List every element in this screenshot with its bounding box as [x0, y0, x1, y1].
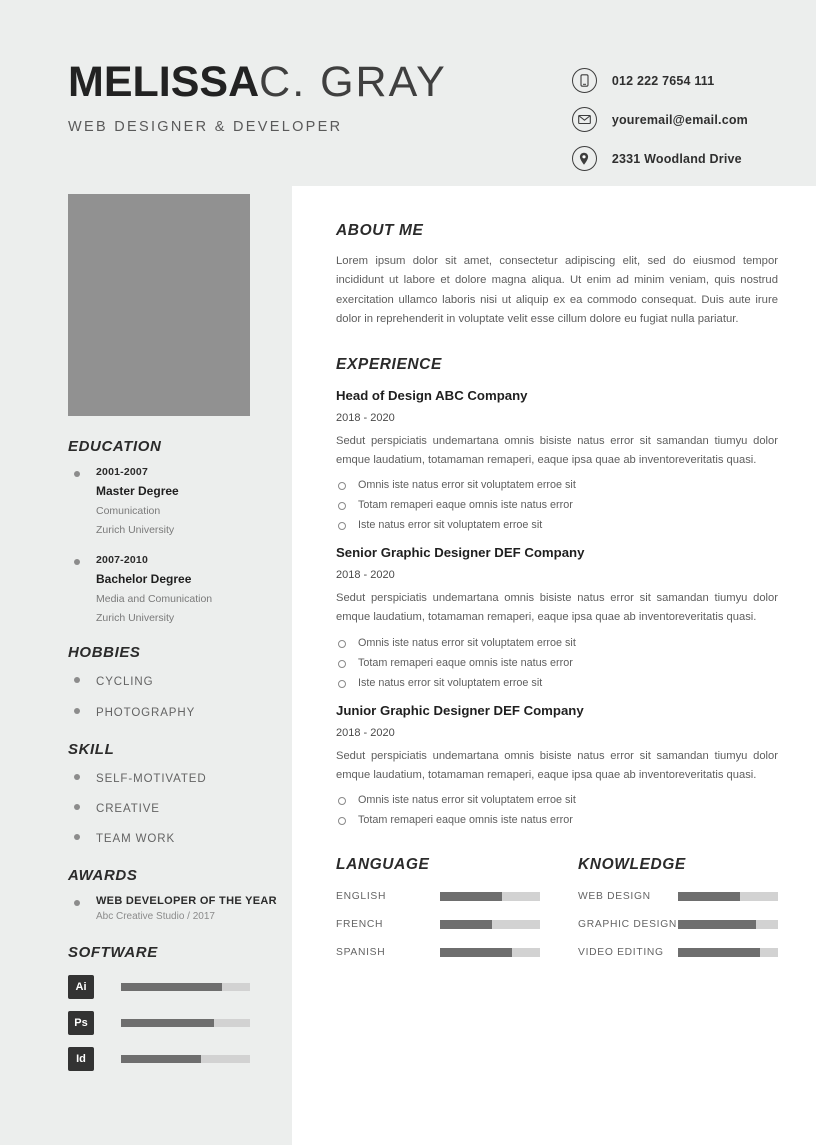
experience-description: Sedut perspiciatis undemartana omnis bisiste natus error sit samandan tiumyu dolor emque laudatium, totamaman remaperi, eaque ipsa quae ab inventoreveritatis quasi.: [336, 434, 778, 466]
skill-label: CREATIVE: [96, 803, 160, 815]
contact-phone: [572, 68, 748, 93]
photoshop-badge-icon: Ps: [68, 1011, 94, 1035]
language-label: FRENCH: [336, 919, 384, 931]
contact-phone-text: 012 222 7654 111: [611, 73, 715, 88]
experience-bullets: [336, 794, 778, 826]
software-progress-fill: [121, 1019, 214, 1027]
list-item: [68, 672, 292, 690]
skill-label: SELF-MOTIVATED: [96, 773, 207, 785]
last-name: C. GRAY: [259, 58, 447, 106]
list-item: Totam remaperi eaque omnis iste natus error: [336, 499, 778, 511]
experience-item: [336, 388, 778, 532]
language-row-spanish: [336, 947, 540, 958]
language-progress-fill: [440, 948, 512, 957]
award-name: WEB DEVELOPER OF THE YEAR: [96, 895, 277, 907]
knowledge-progress-track: [678, 920, 778, 929]
education-degree: Bachelor Degree: [96, 572, 192, 586]
list-item: [68, 895, 292, 922]
knowledge-label: GRAPHIC DESIGN: [578, 919, 678, 931]
knowledge-progress-fill: [678, 948, 760, 957]
contact-list: [572, 54, 748, 171]
name-block: [68, 54, 447, 135]
software-row-ai: [68, 975, 292, 999]
experience-item: [336, 545, 778, 689]
education-degree: Master Degree: [96, 484, 179, 498]
section-title-experience: EXPERIENCE: [336, 355, 442, 373]
language-label: ENGLISH: [336, 891, 387, 903]
list-item: [68, 554, 292, 624]
section-title-language: LANGUAGE: [336, 856, 430, 874]
experience-role: Senior Graphic Designer DEF Company: [336, 545, 585, 561]
page-title: [68, 60, 447, 105]
education-list: [68, 466, 292, 624]
language-progress-track: [440, 892, 540, 901]
section-skill: [68, 741, 292, 847]
language-progress-track: [440, 948, 540, 957]
list-item: [68, 466, 292, 536]
contact-address-text: 2331 Woodland Drive: [611, 151, 742, 166]
contact-email: [572, 107, 748, 132]
experience-description: Sedut perspiciatis undemartana omnis bisiste natus error sit samandan tiumyu dolor emque laudatium, totamaman remaperi, eaque ipsa quae ab inventoreveritatis quasi.: [336, 749, 778, 782]
about-text: Lorem ipsum dolor sit amet, consectetur adipiscing elit, sed do eiusmod tempor incididunt ut labore et dolore magna aliqua. Ut enim ad minim veniam, quis nostrud exercitation ullamco laboris nisi ut aliquip ex ea commodo consequat. Duis aute irure dolor in reprehenderit in voluptate velit esse cillum dolore eu fugiat nulla pariatur.: [336, 255, 778, 326]
indesign-badge-icon: Id: [68, 1047, 94, 1071]
list-item: [68, 703, 292, 721]
list-item: Omnis iste natus error sit voluptatem erroe sit: [336, 794, 778, 806]
experience-bullets: [336, 479, 778, 531]
profile-photo: [68, 194, 250, 416]
education-years: 2007-2010: [96, 554, 149, 566]
list-item: Totam remaperi eaque omnis iste natus error: [336, 814, 778, 826]
first-name: MELISSA: [68, 58, 260, 106]
section-awards: [68, 867, 292, 922]
experience-role: Head of Design ABC Company: [336, 387, 528, 403]
knowledge-label: VIDEO EDITING: [578, 947, 664, 959]
main-content: [292, 186, 816, 1145]
knowledge-progress-fill: [678, 920, 756, 929]
software-progress-fill: [121, 983, 222, 991]
list-item: [68, 799, 292, 817]
language-row-english: [336, 891, 540, 902]
experience-role: Junior Graphic Designer DEF Company: [336, 702, 584, 718]
section-knowledge: [578, 856, 778, 958]
list-item: Totam remaperi eaque omnis iste natus error: [336, 657, 778, 669]
section-experience: [336, 356, 778, 827]
hobby-label: PHOTOGRAPHY: [96, 707, 196, 719]
list-item: Omnis iste natus error sit voluptatem erroe sit: [336, 637, 778, 649]
award-detail: Abc Creative Studio / 2017: [96, 911, 215, 922]
experience-item: [336, 703, 778, 827]
job-title: WEB DESIGNER & DEVELOPER: [68, 119, 343, 136]
resume-header: [0, 0, 816, 186]
software-progress-track: [121, 1055, 250, 1063]
phone-icon: [572, 68, 597, 93]
list-item: Omnis iste natus error sit voluptatem erroe sit: [336, 479, 778, 491]
experience-date: 2018 - 2020: [336, 569, 395, 582]
envelope-icon: [572, 107, 597, 132]
list-item: Iste natus error sit voluptatem erroe sit: [336, 519, 778, 531]
list-item: Iste natus error sit voluptatem erroe sit: [336, 677, 778, 689]
illustrator-badge-icon: Ai: [68, 975, 94, 999]
skill-label: TEAM WORK: [96, 833, 176, 845]
education-school: Zurich University: [96, 612, 175, 624]
list-item: [68, 829, 292, 847]
education-school: Zurich University: [96, 524, 175, 536]
hobby-label: CYCLING: [96, 676, 154, 688]
language-progress-track: [440, 920, 540, 929]
knowledge-row-graphic-design: [578, 919, 778, 930]
list-item: [68, 769, 292, 787]
section-hobbies: [68, 644, 292, 721]
section-education: [68, 438, 292, 624]
knowledge-label: WEB DESIGN: [578, 891, 651, 903]
education-field: Media and Comunication: [96, 593, 213, 605]
section-title-about: ABOUT ME: [336, 222, 424, 239]
section-title-skill: SKILL: [68, 741, 115, 758]
experience-description: Sedut perspiciatis undemartana omnis bisiste natus error sit samandan tiumyu dolor emque laudatium, totamaman remaperi, eaque ipsa quae ab inventoreveritatis quasi.: [336, 592, 778, 624]
software-progress-track: [121, 983, 250, 991]
software-list: [68, 975, 292, 1071]
contact-address: [572, 146, 748, 171]
experience-date: 2018 - 2020: [336, 726, 395, 739]
section-title-knowledge: KNOWLEDGE: [578, 856, 686, 874]
section-title-awards: AWARDS: [68, 867, 138, 884]
software-row-ps: [68, 1011, 292, 1035]
education-field: Comunication: [96, 505, 161, 517]
education-years: 2001-2007: [96, 466, 149, 478]
software-row-id: [68, 1047, 292, 1071]
section-software: [68, 944, 292, 1071]
awards-list: [68, 895, 292, 922]
language-progress-fill: [440, 920, 492, 929]
experience-bullets: [336, 637, 778, 689]
knowledge-progress-fill: [678, 892, 740, 901]
software-progress-track: [121, 1019, 250, 1027]
section-title-hobbies: HOBBIES: [68, 644, 141, 661]
knowledge-progress-track: [678, 892, 778, 901]
location-pin-icon: [572, 146, 597, 171]
language-label: SPANISH: [336, 947, 386, 959]
hobbies-list: [68, 672, 292, 721]
section-language: [336, 856, 540, 958]
sidebar: [0, 186, 292, 1145]
section-about: [336, 222, 778, 330]
section-title-education: EDUCATION: [68, 438, 162, 455]
contact-email-text: youremail@email.com: [611, 112, 748, 127]
skill-list: [68, 769, 292, 847]
language-row-french: [336, 919, 540, 930]
language-progress-fill: [440, 892, 502, 901]
experience-date: 2018 - 2020: [336, 411, 395, 424]
knowledge-row-web-design: [578, 891, 778, 902]
knowledge-row-video-editing: [578, 947, 778, 958]
knowledge-progress-track: [678, 948, 778, 957]
bottom-columns: [336, 856, 778, 958]
section-title-software: SOFTWARE: [68, 944, 158, 961]
software-progress-fill: [121, 1055, 201, 1063]
resume-body: [0, 186, 816, 1145]
